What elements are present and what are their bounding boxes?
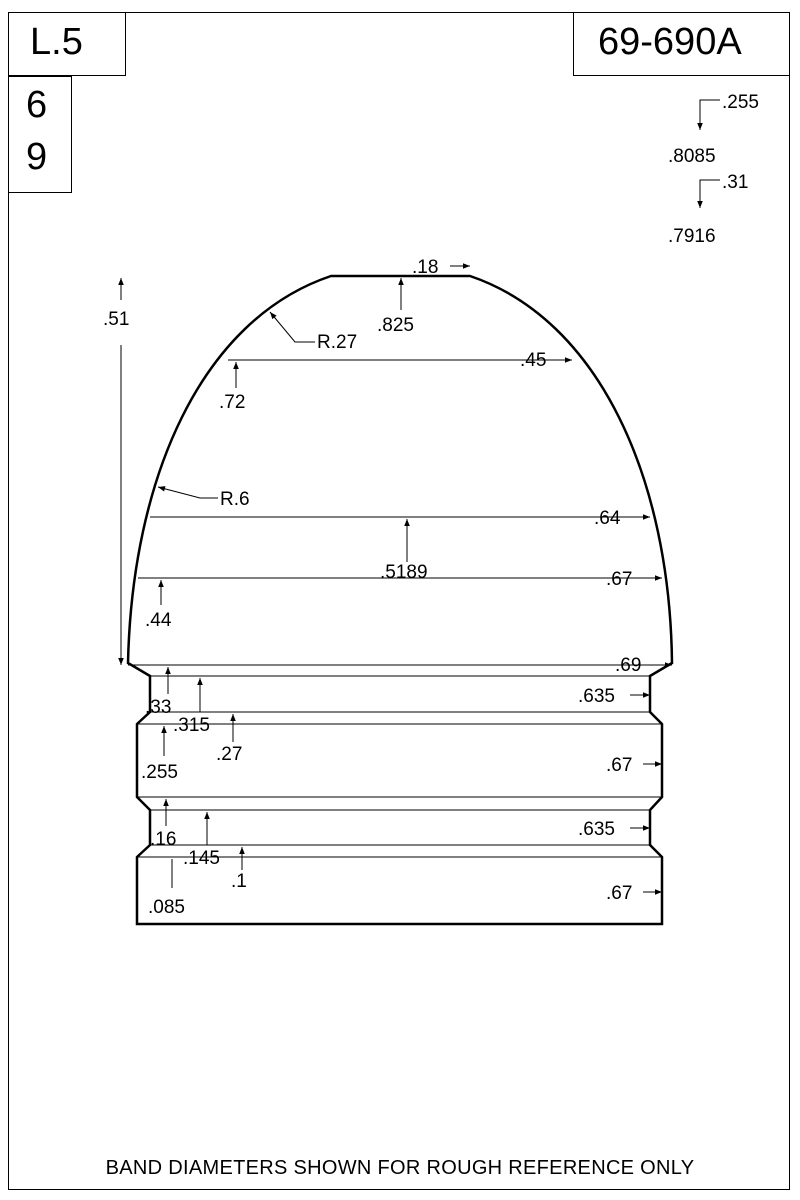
band-1-height-b-label: .315 [173, 715, 210, 736]
body-diameter-1-label: .64 [594, 508, 621, 529]
side-value-top-1: .255 [722, 92, 759, 113]
shoulder-diameter-label: .69 [615, 655, 642, 676]
band-2-height-a-label: .16 [150, 829, 177, 850]
footer-note: BAND DIAMETERS SHOWN FOR ROUGH REFERENCE ONLY [105, 1157, 695, 1179]
meplat-width-label: .18 [412, 257, 439, 278]
base-height-a-label: .1 [231, 871, 247, 892]
band-1-diameter-label: .67 [606, 755, 633, 776]
overall-height-label: .51 [103, 309, 130, 330]
groove-2-diameter-label: .635 [578, 819, 615, 840]
body-height-2-label: .44 [145, 610, 172, 631]
base-height-b-label: .085 [148, 897, 185, 918]
cavity-digit-top: 6 [26, 84, 48, 126]
cavity-digit-bottom: 9 [26, 136, 48, 178]
mold-number: 69-690A [598, 21, 742, 63]
band-2-height-b-label: .145 [183, 848, 220, 869]
base-diameter-label: .67 [606, 883, 633, 904]
band-1-height-c-label: .27 [216, 744, 243, 765]
band-1-height-a-label: .33 [145, 697, 172, 718]
body-diameter-2-label: .67 [606, 569, 633, 590]
dimension-labels [103, 92, 759, 918]
band-1-height-d-label: .255 [141, 762, 178, 783]
side-value-top-2: .31 [722, 172, 749, 193]
ogive-diameter-label: .45 [520, 350, 547, 371]
ogive-radius-label: R.6 [220, 489, 250, 510]
body-height-1-label: .5189 [380, 562, 428, 583]
side-value-bottom-1: .8085 [668, 146, 716, 167]
nose-radius-label: R.27 [317, 332, 358, 353]
side-value-bottom-2: .7916 [668, 226, 716, 247]
nose-height-label: .825 [377, 315, 414, 336]
section-lines [128, 360, 672, 857]
groove-1-diameter-label: .635 [578, 686, 615, 707]
ogive-height-label: .72 [219, 392, 246, 413]
length-label: L.5 [30, 21, 83, 63]
